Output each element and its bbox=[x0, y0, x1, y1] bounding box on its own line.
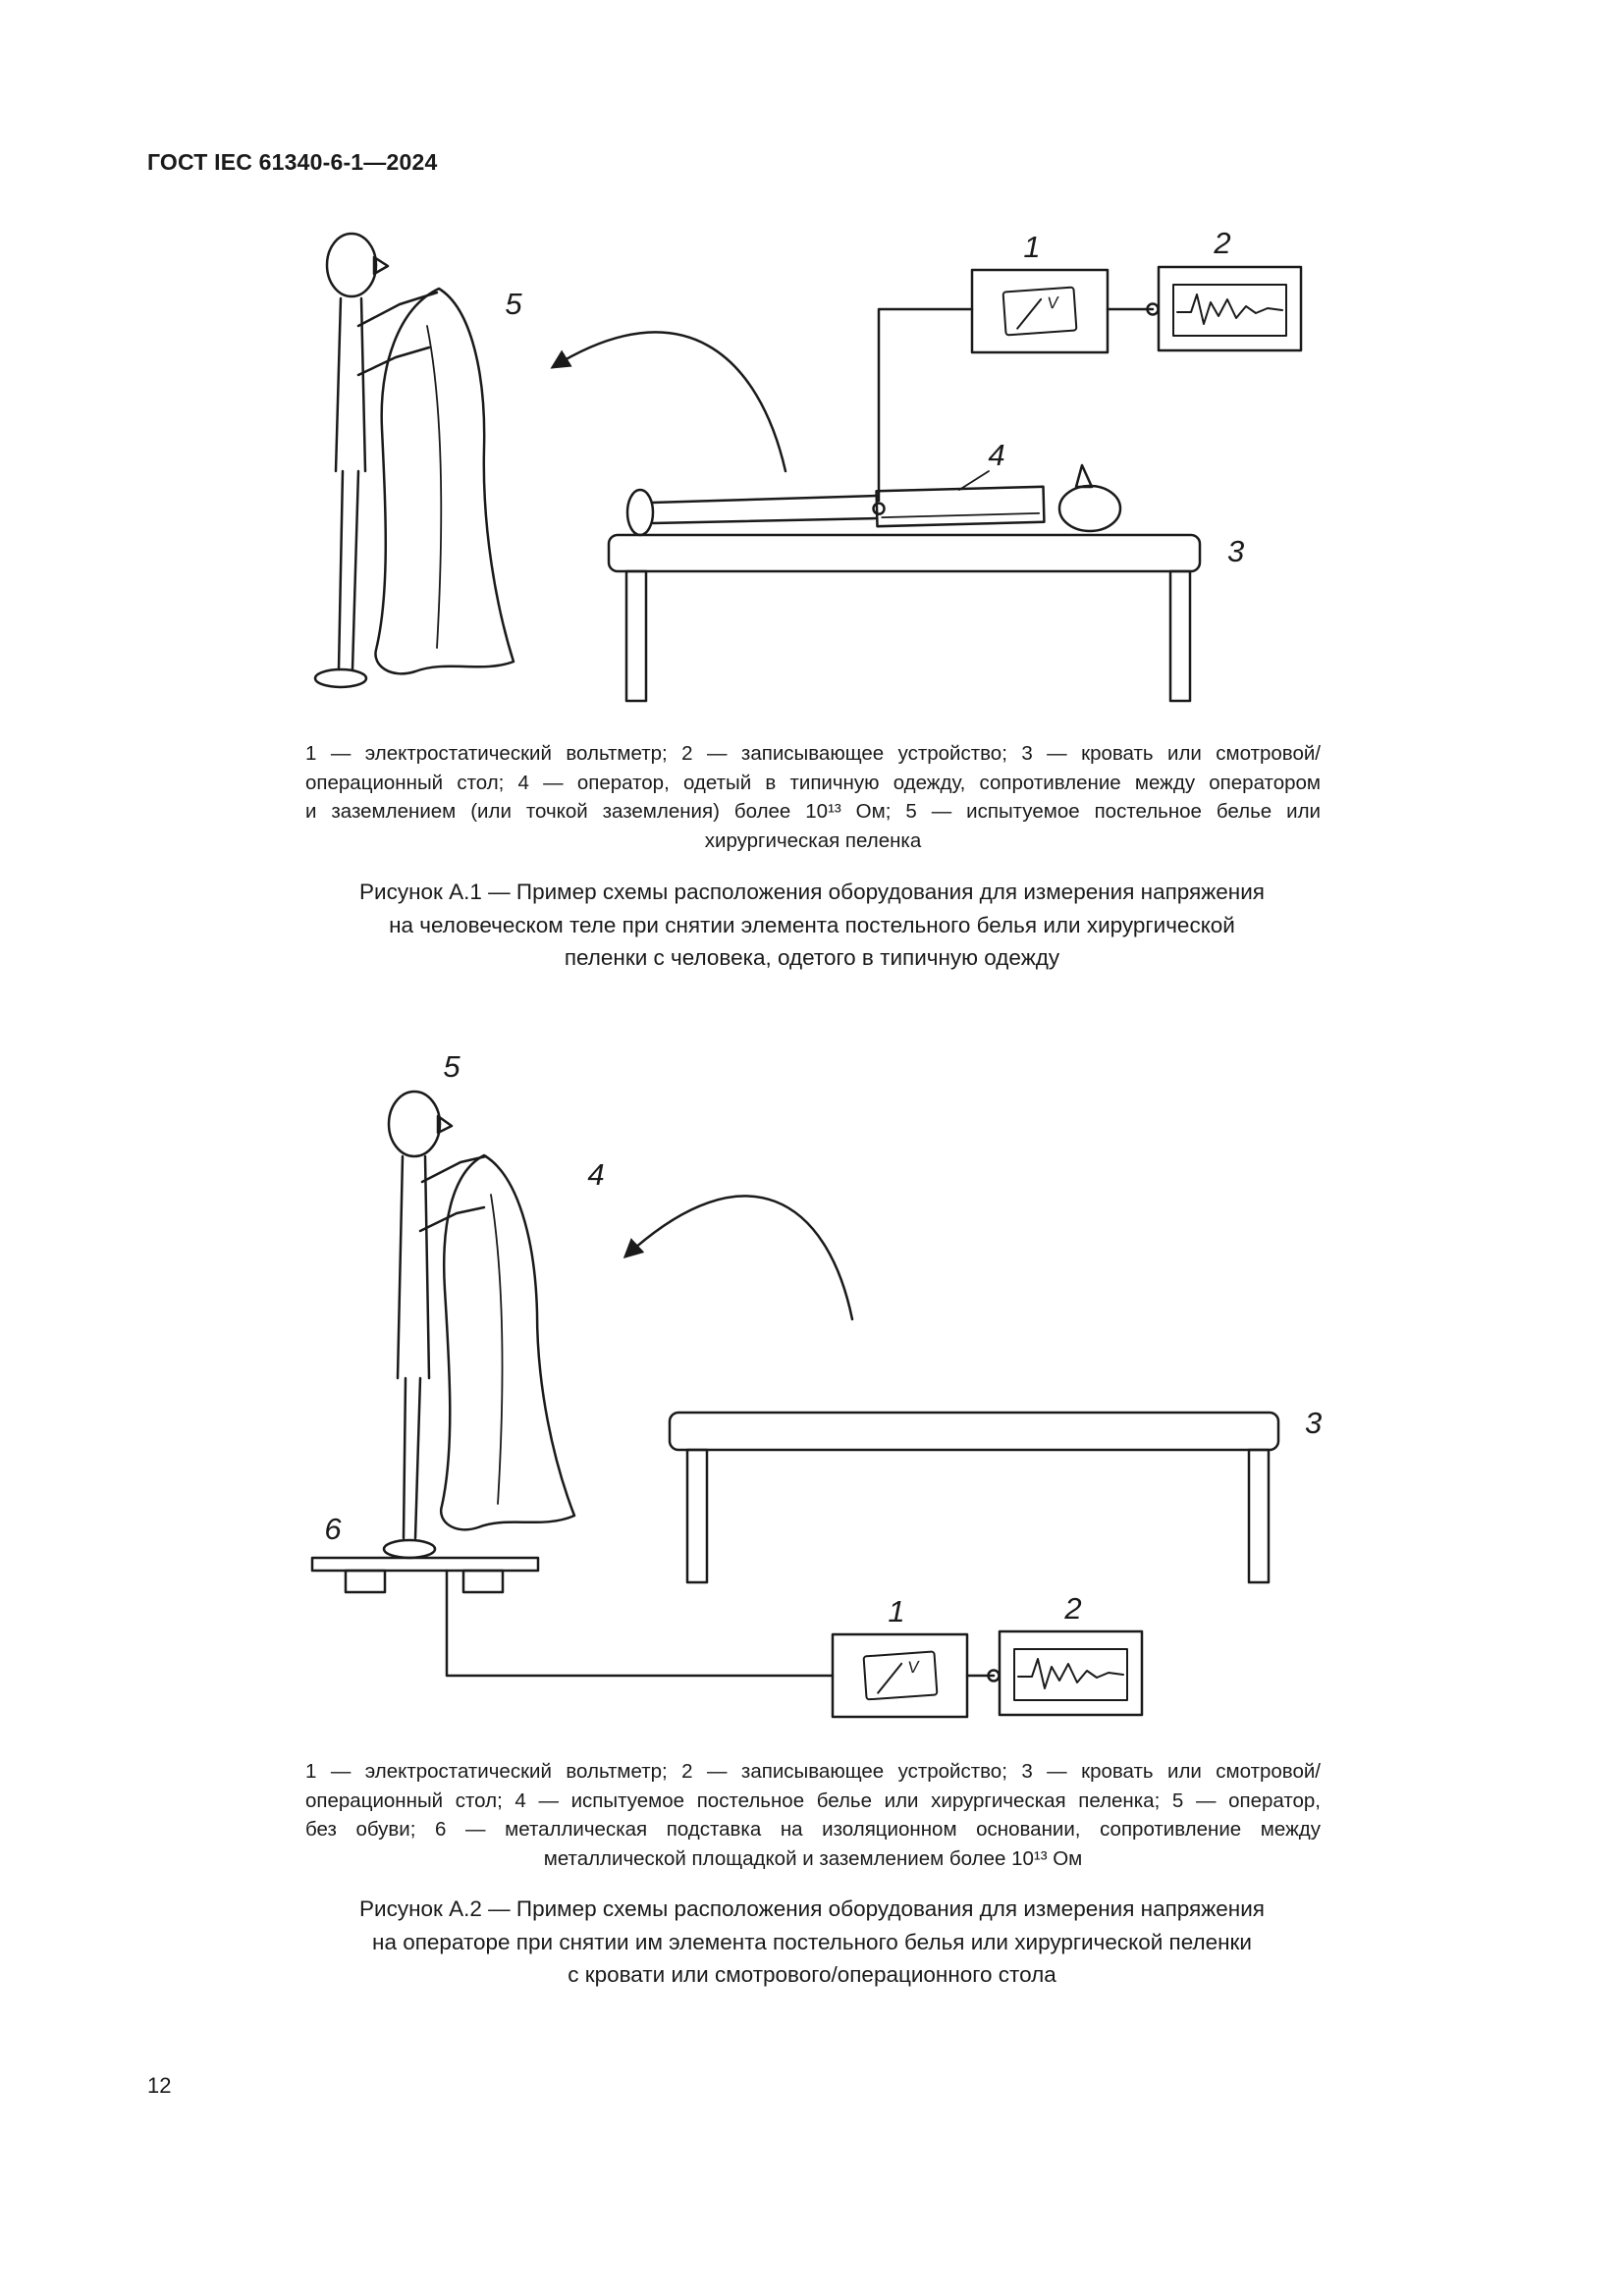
label-recorder: 2 bbox=[1064, 1591, 1082, 1626]
waveform-icon bbox=[1177, 294, 1282, 324]
label-sheet: 5 bbox=[505, 287, 522, 321]
label-operator-patch: 4 bbox=[988, 438, 1005, 472]
platform-top bbox=[312, 1558, 538, 1571]
voltmeter-icon bbox=[1003, 288, 1077, 336]
figure-a2-legend: 1 — электростатический вольтметр; 2 — записывающее устройство; 3 — кровать или смотровой/ операционный стол; 4 — испытуемое постельное белье или хирургическая пеленка; 5 — оператор, без обуви; 6 — металлическая подставка на изоляционном основании, сопротивление между металлической площадкой и заземлением более 10¹³ Ом bbox=[305, 1760, 1321, 1870]
lying-person-feet bbox=[627, 490, 653, 535]
metal-platform bbox=[312, 1558, 538, 1592]
waveform-icon bbox=[1018, 1659, 1123, 1688]
platform-foot-left bbox=[346, 1571, 385, 1592]
bed-leg-left bbox=[626, 571, 646, 701]
bed-top bbox=[670, 1413, 1278, 1450]
linen-patch-outline bbox=[877, 487, 1045, 526]
figure-a2-caption: Рисунок А.2 — Пример схемы расположения оборудования для измерения напряжения на операторе при снятии им элемента постельного белья или хирургической пеленки с кровати или смотрового/операционного стола bbox=[359, 1896, 1265, 1987]
wire-connection-dot bbox=[873, 504, 884, 514]
label-platform: 6 bbox=[324, 1512, 342, 1546]
recorder-box bbox=[1159, 267, 1301, 350]
person-legs bbox=[339, 471, 358, 669]
sheet-fold bbox=[491, 1195, 502, 1504]
bed bbox=[609, 535, 1200, 701]
person-head bbox=[327, 234, 376, 296]
bed-leg-right bbox=[1249, 1450, 1269, 1582]
bed bbox=[670, 1413, 1278, 1582]
meter-needle bbox=[876, 1664, 903, 1693]
lying-person-head bbox=[1059, 486, 1120, 531]
test-sheet bbox=[375, 289, 514, 673]
recorder-box bbox=[1000, 1631, 1142, 1715]
label-bed: 3 bbox=[1227, 534, 1245, 568]
voltmeter-icon bbox=[864, 1651, 938, 1699]
label-sheet: 4 bbox=[587, 1157, 605, 1192]
figure-a1-caption: Рисунок А.1 — Пример схемы расположения оборудования для измерения напряжения на человеческом теле при снятии элемента постельного белья или хирургической пеленки с человека, одетого в типичную одежду bbox=[359, 880, 1265, 970]
voltmeter-box-outline bbox=[833, 1634, 967, 1717]
label-voltmeter: 1 bbox=[1023, 230, 1041, 264]
label-recorder: 2 bbox=[1214, 226, 1231, 260]
person-torso bbox=[398, 1156, 429, 1378]
voltmeter-box bbox=[833, 1634, 967, 1717]
person-head bbox=[389, 1092, 440, 1156]
linen-patch-inner-line bbox=[882, 513, 1039, 517]
person-foot bbox=[384, 1540, 435, 1558]
person-legs bbox=[404, 1378, 420, 1538]
voltmeter-wire bbox=[879, 309, 972, 501]
platform-foot-right bbox=[463, 1571, 503, 1592]
recorder-box-outline bbox=[1000, 1631, 1142, 1715]
motion-arrow bbox=[553, 332, 785, 471]
sheet-fold bbox=[427, 326, 441, 648]
bed-leg-right bbox=[1170, 571, 1190, 701]
meter-letter: V bbox=[1046, 293, 1059, 313]
sheet-outline bbox=[375, 289, 514, 673]
bed-top bbox=[609, 535, 1200, 571]
meter-needle bbox=[1015, 299, 1043, 329]
recorder-screen bbox=[1014, 1649, 1127, 1700]
lying-person-nose bbox=[1076, 465, 1092, 487]
label-voltmeter: 1 bbox=[888, 1594, 905, 1629]
voltmeter-box-outline bbox=[972, 270, 1108, 352]
document-header: ГОСТ IEC 61340-6-1—2024 bbox=[147, 149, 438, 175]
voltmeter-box bbox=[972, 270, 1108, 352]
figure-a1-legend: 1 — электростатический вольтметр; 2 — записывающее устройство; 3 — кровать или смотровой/ операционный стол; 4 — оператор, одетый в типичную одежду, сопротивление между оператором и заземлением (или точкой заземления) более 10¹³ Ом; 5 — испытуемое постельное белье или хирургическая пеленка bbox=[305, 742, 1321, 852]
recorder-box-outline bbox=[1159, 267, 1301, 350]
recorder-screen bbox=[1173, 285, 1286, 336]
voltmeter-wire bbox=[447, 1571, 833, 1676]
lying-person-body bbox=[652, 496, 877, 523]
page-number: 12 bbox=[147, 2073, 172, 2098]
motion-arrow bbox=[625, 1196, 852, 1319]
person-foot bbox=[315, 669, 366, 687]
figure-a1-diagram bbox=[290, 218, 1330, 728]
linen-patch bbox=[873, 487, 1044, 527]
lying-person bbox=[627, 465, 1120, 535]
label-bed: 3 bbox=[1305, 1406, 1323, 1440]
bed-leg-left bbox=[687, 1450, 707, 1582]
label-operator: 5 bbox=[443, 1049, 460, 1084]
figure-a2-diagram bbox=[290, 1033, 1330, 1759]
meter-letter: V bbox=[906, 1657, 920, 1678]
standing-operator-figure bbox=[384, 1092, 486, 1558]
